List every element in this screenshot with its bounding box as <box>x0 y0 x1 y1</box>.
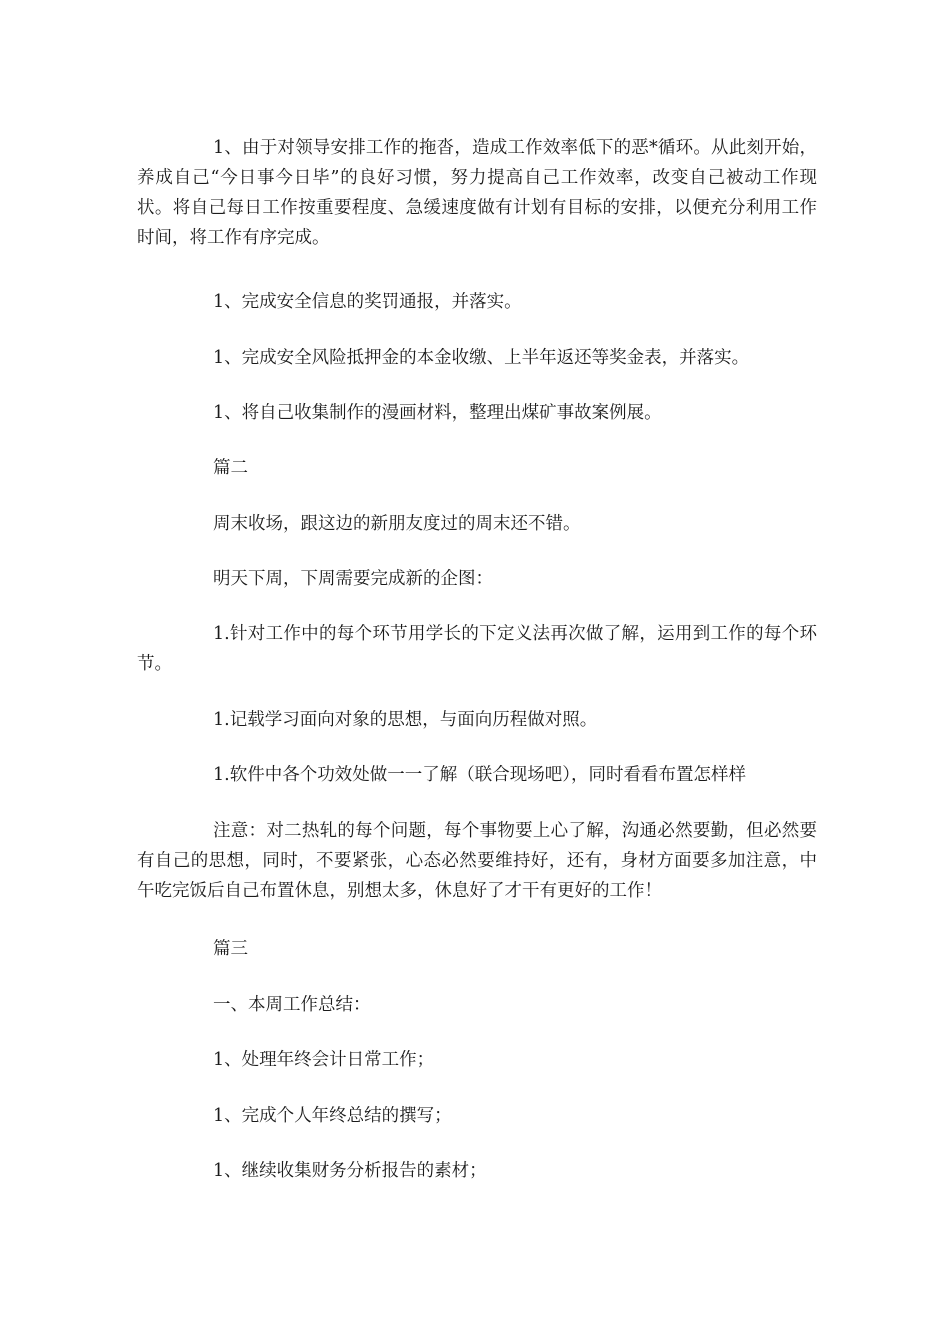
paragraph-10: 注意：对二热轧的每个问题，每个事物要上心了解，沟通必然要勤，但必然要有自己的思想，同时，不要紧张，心态必然要维持好，还有，身材方面要多加注意，中午吃完饭后自己布置休息，别想太多，休息好了才干有更好的工作！ <box>137 821 817 901</box>
section-heading-2: 篇二 <box>213 458 248 478</box>
paragraph-14: 1、继续收集财务分析报告的素材； <box>213 1161 487 1181</box>
paragraph-8: 1.记载学习面向对象的思想，与面向历程做对照。 <box>213 710 598 730</box>
paragraph-9: 1.软件中各个功效处做一一了解（联合现场吧），同时看看布置怎样样 <box>213 765 746 785</box>
paragraph-13: 1、完成个人年终总结的撰写； <box>213 1106 452 1126</box>
paragraph-6: 明天下周，下周需要完成新的企图： <box>213 569 493 589</box>
paragraph-5: 周末收场，跟这边的新朋友度过的周末还不错。 <box>213 514 581 534</box>
paragraph-2: 1、完成安全信息的奖罚通报，并落实。 <box>213 292 522 312</box>
section-heading-3: 篇三 <box>213 939 248 959</box>
paragraph-1: 1、由于对领导安排工作的拖沓，造成工作效率低下的恶*循环。从此刻开始，养成自己“今日事今日毕”的良好习惯，努力提高自己工作效率，改变自己被动工作现状。将自己每日工作按重要程度、急缓速度做有计划有目标的安排，以便充分利用工作时间，将工作有序完成。 <box>137 138 817 248</box>
paragraph-3: 1、完成安全风险抵押金的本金收缴、上半年返还等奖金表，并落实。 <box>213 348 750 368</box>
paragraph-4: 1、将自己收集制作的漫画材料，整理出煤矿事故案例展。 <box>213 403 662 423</box>
paragraph-12: 1、处理年终会计日常工作； <box>213 1050 435 1070</box>
paragraph-11: 一、本周工作总结： <box>213 995 371 1015</box>
paragraph-7: 1.针对工作中的每个环节用学长的下定义法再次做了解，运用到工作的每个环节。 <box>137 624 817 674</box>
